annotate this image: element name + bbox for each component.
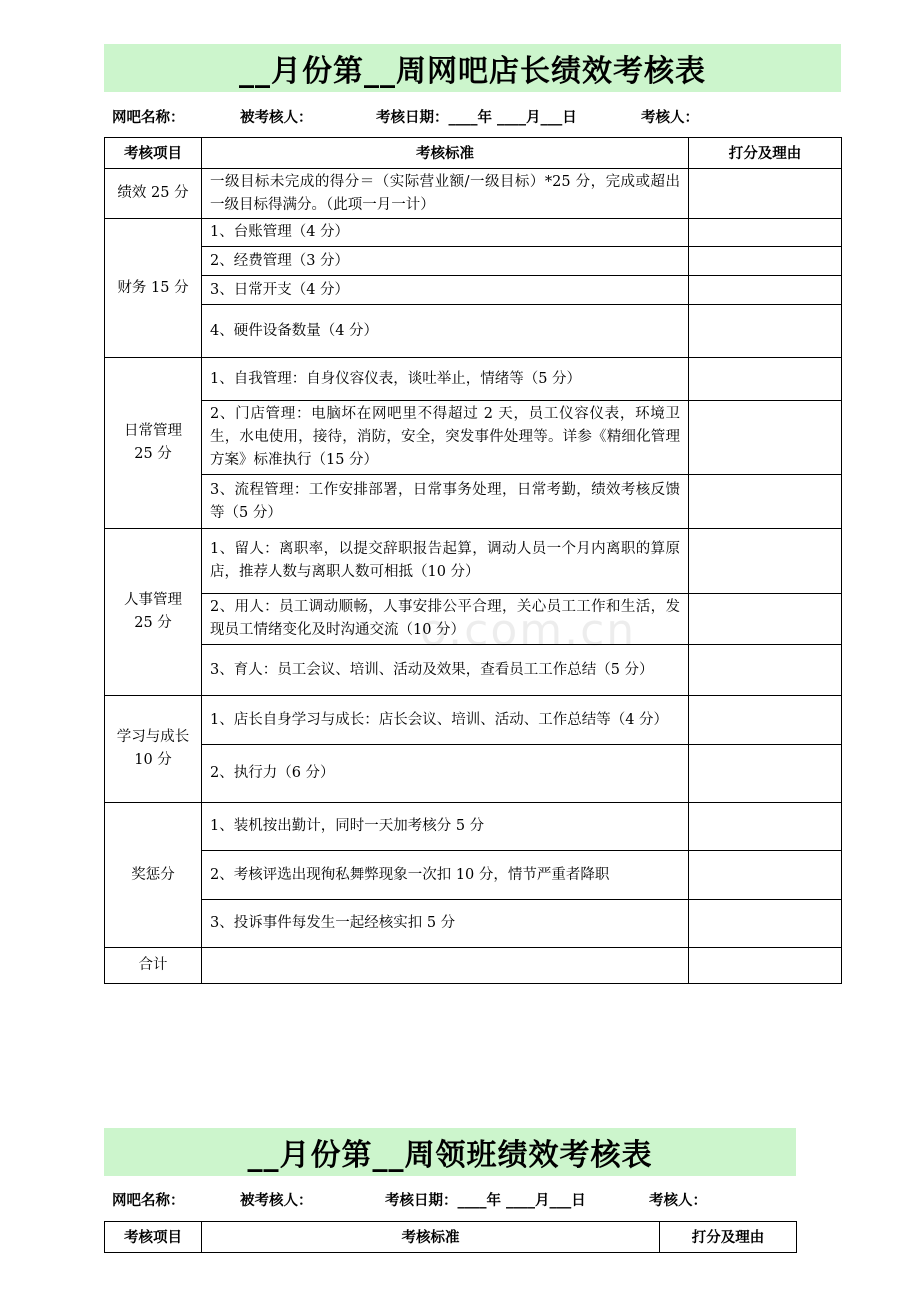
header-score: 打分及理由 [689, 138, 842, 169]
header-criteria: 考核标准 [202, 138, 689, 169]
score-cell[interactable] [689, 169, 842, 219]
score-cell[interactable] [689, 900, 842, 948]
form1-table [104, 137, 842, 984]
date-label: 考核日期：____年 ____月___日 [385, 1192, 586, 1209]
item-reward-penalty: 奖惩分 [105, 803, 202, 948]
form1-meta-row [112, 106, 832, 126]
score-cell[interactable] [689, 594, 842, 645]
score-cell[interactable] [689, 745, 842, 803]
total-score-cell[interactable] [689, 948, 842, 984]
header-item: 考核项目 [105, 1222, 202, 1253]
assessor-label: 考核人： [649, 1192, 707, 1209]
score-cell[interactable] [689, 305, 842, 358]
criteria-cell: 2、考核评选出现徇私舞弊现象一次扣 10 分，情节严重者降职 [202, 851, 689, 900]
criteria-cell: 一级目标未完成的得分＝（实际营业额/一级目标）*25 分，完成或超出一级目标得满分。（此项一月一计） [202, 169, 689, 219]
criteria-cell: 1、自我管理：自身仪容仪表，谈吐举止，情绪等（5 分） [202, 358, 689, 401]
score-cell[interactable] [689, 696, 842, 745]
date-label: 考核日期：____年 ____月___日 [376, 109, 577, 126]
total-label: 合计 [105, 948, 202, 984]
form2-meta-row [112, 1189, 792, 1209]
score-cell[interactable] [689, 475, 842, 529]
criteria-cell: 3、流程管理：工作安排部署，日常事务处理，日常考勤，绩效考核反馈等（5 分） [202, 475, 689, 529]
criteria-cell: 1、店长自身学习与成长：店长会议、培训、活动、工作总结等（4 分） [202, 696, 689, 745]
score-cell[interactable] [689, 358, 842, 401]
form1-title: __月份第__周网吧店长绩效考核表 [104, 44, 841, 92]
score-cell[interactable] [689, 219, 842, 247]
score-cell[interactable] [689, 851, 842, 900]
item-hr-management: 人事管理 25 分 [105, 529, 202, 696]
criteria-cell: 2、执行力（6 分） [202, 745, 689, 803]
criteria-cell: 3、投诉事件每发生一起经核实扣 5 分 [202, 900, 689, 948]
criteria-cell: 1、装机按出勤计，同时一天加考核分 5 分 [202, 803, 689, 851]
netcafe-name-label: 网吧名称： [112, 109, 185, 126]
assessor-label: 考核人： [641, 109, 699, 126]
criteria-cell: 1、留人：离职率，以提交辞职报告起算，调动人员一个月内离职的算原店，推荐人数与离职人数可相抵（10 分） [202, 529, 689, 594]
score-cell[interactable] [689, 401, 842, 475]
item-finance: 财务 15 分 [105, 219, 202, 358]
score-cell[interactable] [689, 529, 842, 594]
criteria-cell: 3、日常开支（4 分） [202, 276, 689, 305]
item-daily-management: 日常管理 25 分 [105, 358, 202, 529]
score-cell[interactable] [689, 247, 842, 276]
criteria-cell: 4、硬件设备数量（4 分） [202, 305, 689, 358]
criteria-cell: 2、用人：员工调动顺畅，人事安排公平合理，关心员工工作和生活，发现员工情绪变化及时沟通交流（10 分） [202, 594, 689, 645]
watermark: o.com.cn [420, 605, 637, 656]
netcafe-name-label: 网吧名称： [112, 1192, 185, 1209]
score-cell[interactable] [689, 276, 842, 305]
header-criteria: 考核标准 [202, 1222, 660, 1253]
criteria-cell: 3、育人：员工会议、培训、活动及效果，查看员工工作总结（5 分） [202, 645, 689, 696]
score-cell[interactable] [689, 645, 842, 696]
header-item: 考核项目 [105, 138, 202, 169]
header-score: 打分及理由 [660, 1222, 797, 1253]
form2-title: __月份第__周领班绩效考核表 [104, 1128, 796, 1176]
criteria-cell: 2、门店管理：电脑坏在网吧里不得超过 2 天，员工仪容仪表，环境卫生，水电使用，接待，消防，安全，突发事件处理等。详参《精细化管理方案》标准执行（15 分） [202, 401, 689, 475]
criteria-cell: 2、经费管理（3 分） [202, 247, 689, 276]
total-criteria-cell [202, 948, 689, 984]
assessee-label: 被考核人： [240, 109, 313, 126]
item-performance: 绩效 25 分 [105, 169, 202, 219]
assessee-label: 被考核人： [240, 1192, 313, 1209]
item-learning-growth: 学习与成长 10 分 [105, 696, 202, 803]
score-cell[interactable] [689, 803, 842, 851]
form2-table [104, 1221, 797, 1253]
criteria-cell: 1、台账管理（4 分） [202, 219, 689, 247]
